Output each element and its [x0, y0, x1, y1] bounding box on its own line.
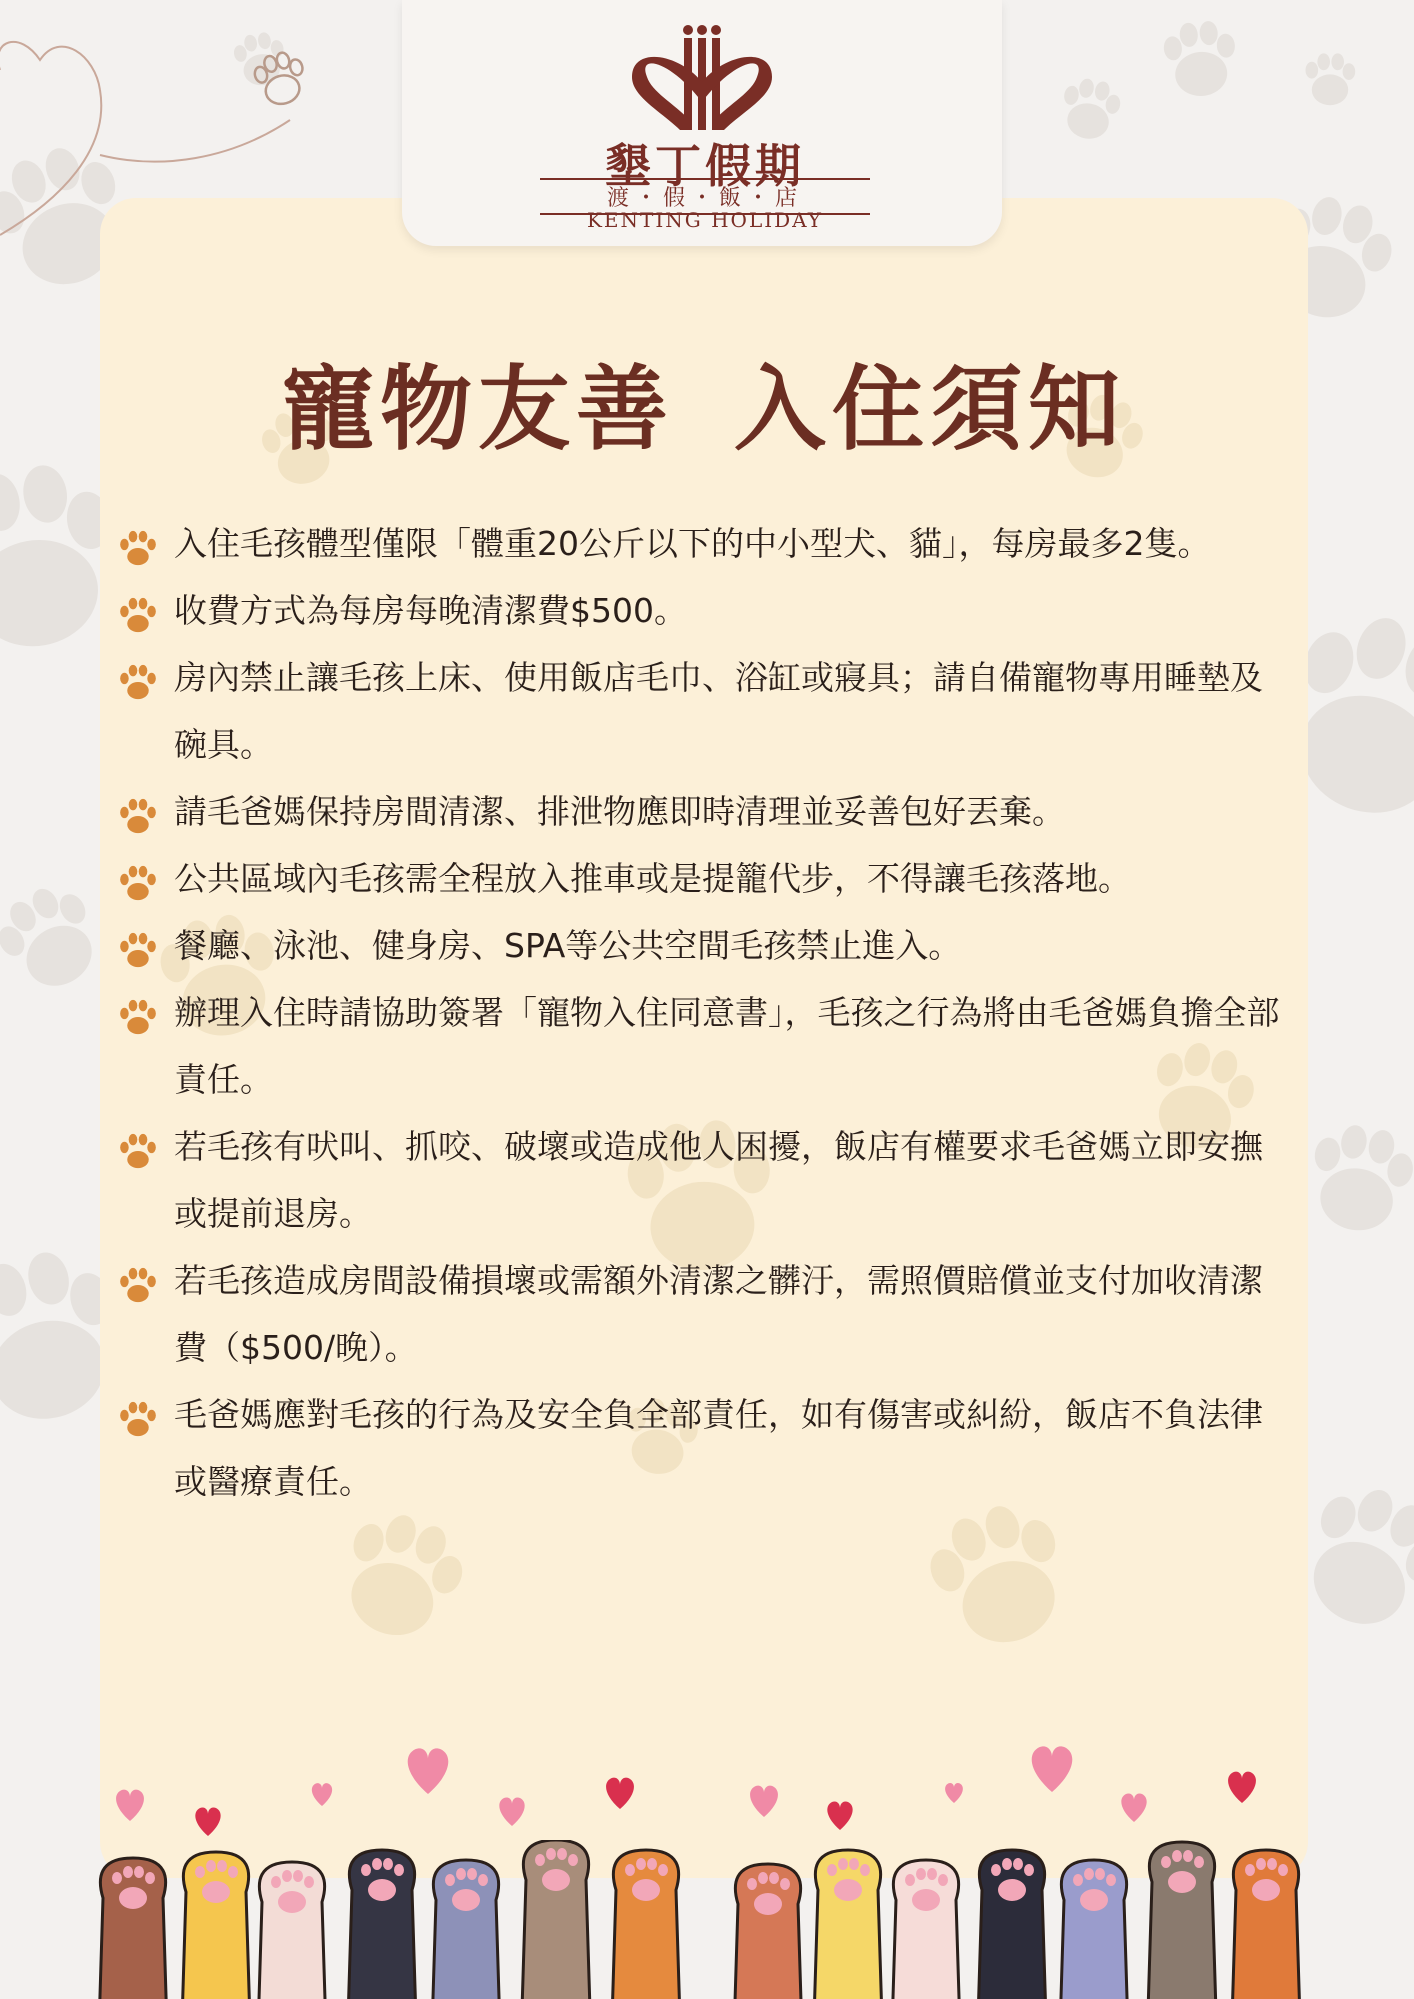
heart-icon	[408, 1748, 449, 1794]
heart-icon	[606, 1778, 634, 1809]
raised-paw	[522, 1840, 590, 1999]
heart-icon	[499, 1797, 524, 1826]
heart-icon	[1121, 1793, 1146, 1822]
list-item: 入住毛孩體型僅限「體重20公斤以下的中小型犬、貓」，每房最多2隻。	[114, 510, 1294, 577]
raised-paw	[612, 1850, 680, 1999]
raised-paw	[1060, 1860, 1128, 1999]
list-item: 公共區域內毛孩需全程放入推車或是提籠代步，不得讓毛孩落地。	[114, 845, 1294, 912]
heart-icon	[195, 1807, 220, 1836]
raised-paw	[814, 1850, 882, 1999]
raised-paw	[734, 1864, 802, 1999]
heart-icon	[116, 1790, 144, 1821]
list-item: 若毛孩有吠叫、抓咬、破壞或造成他人困擾，飯店有權要求毛爸媽立即安撫或提前退房。	[114, 1113, 1294, 1247]
raised-paw	[258, 1862, 326, 1999]
heart-icon	[827, 1801, 852, 1830]
hotel-logo	[402, 0, 1002, 246]
raised-paw	[182, 1852, 250, 1999]
list-item: 收費方式為每房每晚清潔費$500。	[114, 577, 1294, 644]
raised-paw	[348, 1850, 416, 1999]
raised-paw	[99, 1858, 167, 1999]
list-item: 毛爸媽應對毛孩的行為及安全負全部責任，如有傷害或糾紛，飯店不負法律或醫療責任。	[114, 1381, 1294, 1515]
heart-icon	[1228, 1772, 1256, 1803]
hearts-decoration	[100, 198, 1308, 1878]
list-item: 餐廳、泳池、健身房、SPA等公共空間毛孩禁止進入。	[114, 912, 1294, 979]
heart-icon	[1032, 1746, 1073, 1792]
list-item: 辦理入住時請協助簽署「寵物入住同意書」，毛孩之行為將由毛爸媽負擔全部責任。	[114, 979, 1294, 1113]
raised-paw	[1232, 1850, 1300, 1999]
heart-icon	[750, 1786, 778, 1817]
logo-emblem-icon	[552, 22, 852, 132]
logo-english-name: KENTING HOLIDAY	[586, 208, 823, 232]
list-item: 房內禁止讓毛孩上床、使用飯店毛巾、浴缸或寢具；請自備寵物專用睡墊及碗具。	[114, 644, 1294, 778]
page-title: 寵物友善 入住須知	[281, 356, 1127, 463]
raised-paws-row	[0, 1840, 1414, 1999]
list-item: 請毛爸媽保持房間清潔、排泄物應即時清理並妥善包好丟棄。	[114, 778, 1294, 845]
logo-title: 墾丁假期	[605, 139, 805, 193]
raised-paw	[432, 1860, 500, 1999]
content-card	[100, 198, 1308, 1878]
heart-icon	[945, 1783, 963, 1803]
raised-paw	[1148, 1842, 1216, 1999]
heart-icon	[312, 1783, 332, 1806]
raised-paw	[892, 1860, 960, 1999]
logo-subtitle: 渡・假・飯・店	[540, 178, 870, 215]
raised-paw	[978, 1850, 1046, 1999]
list-item: 若毛孩造成房間設備損壞或需額外清潔之髒汙，需照價賠償並支付加收清潔費（$500/晚）。	[114, 1247, 1294, 1381]
